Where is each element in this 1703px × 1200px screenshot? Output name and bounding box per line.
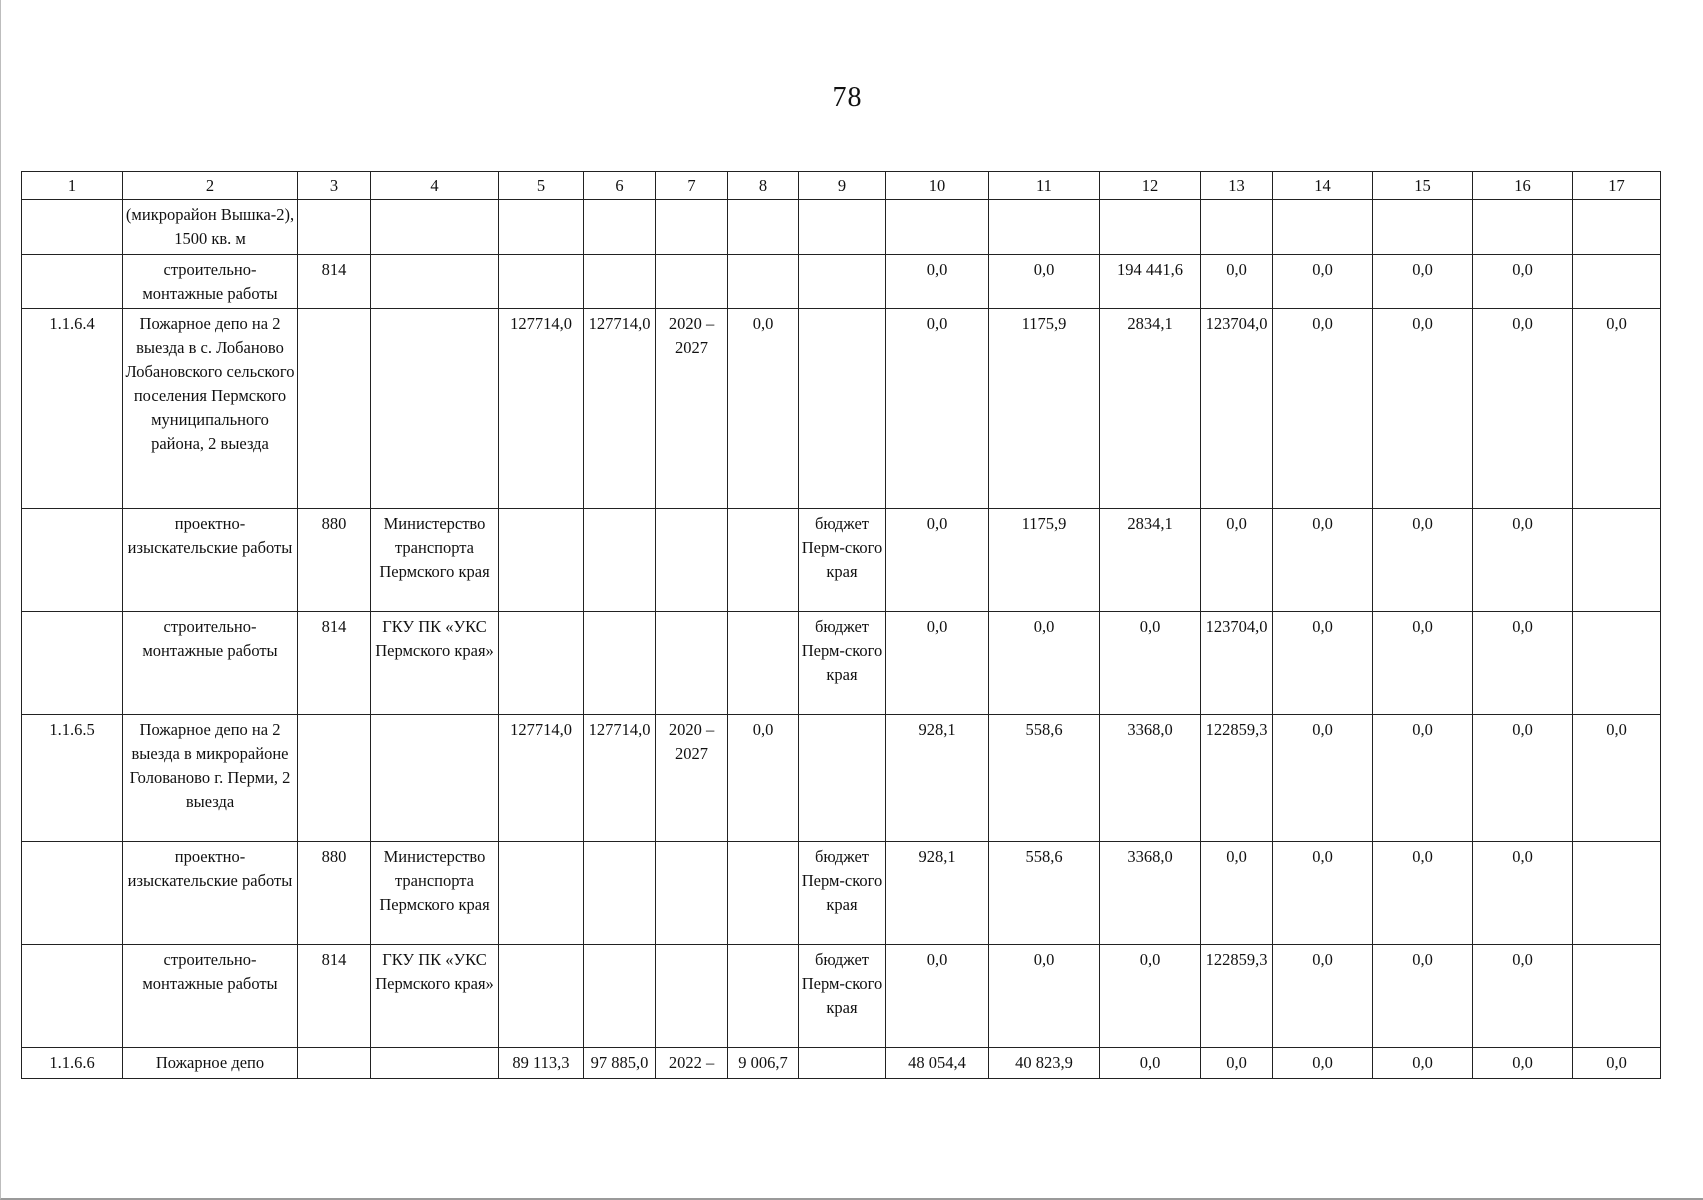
value-cell: 0,0: [1201, 1048, 1273, 1079]
value-cell: 0,0: [1473, 255, 1573, 309]
value-cell: [499, 945, 584, 1048]
value-cell: 3368,0: [1100, 842, 1201, 945]
value-cell: [886, 200, 989, 255]
column-header: 14: [1273, 172, 1373, 200]
value-cell: 0,0: [1373, 842, 1473, 945]
column-header: 2: [123, 172, 298, 200]
code-cell: 880: [298, 509, 371, 612]
column-header: 13: [1201, 172, 1273, 200]
value-cell: 0,0: [1201, 255, 1273, 309]
value-cell: 0,0: [728, 715, 799, 842]
value-cell: 123704,0: [1201, 612, 1273, 715]
value-cell: 928,1: [886, 842, 989, 945]
value-cell: 928,1: [886, 715, 989, 842]
executor-cell: ГКУ ПК «УКС Пермского края»: [371, 945, 499, 1048]
column-header: 10: [886, 172, 989, 200]
value-cell: 558,6: [989, 842, 1100, 945]
value-cell: 40 823,9: [989, 1048, 1100, 1079]
page-number: 78: [832, 82, 863, 113]
value-cell: 9 006,7: [728, 1048, 799, 1079]
value-cell: [728, 945, 799, 1048]
value-cell: 0,0: [1100, 612, 1201, 715]
value-cell: [584, 200, 656, 255]
value-cell: 0,0: [886, 945, 989, 1048]
column-header: 5: [499, 172, 584, 200]
value-cell: 2834,1: [1100, 509, 1201, 612]
value-cell: [1201, 200, 1273, 255]
value-cell: 0,0: [1373, 255, 1473, 309]
value-cell: 0,0: [886, 612, 989, 715]
value-cell: [1100, 200, 1201, 255]
value-cell: [1573, 255, 1661, 309]
value-cell: [728, 200, 799, 255]
value-cell: 0,0: [1573, 1048, 1661, 1079]
value-cell: 0,0: [1273, 309, 1373, 509]
value-cell: [499, 842, 584, 945]
value-cell: [584, 842, 656, 945]
column-header: 1: [22, 172, 123, 200]
item-number-cell: [22, 509, 123, 612]
executor-cell: Министерство транспорта Пермского края: [371, 509, 499, 612]
executor-cell: [371, 200, 499, 255]
table-row: [22, 255, 1661, 309]
value-cell: 48 054,4: [886, 1048, 989, 1079]
value-cell: [728, 509, 799, 612]
value-cell: [728, 612, 799, 715]
value-cell: 0,0: [1273, 255, 1373, 309]
value-cell: 0,0: [1373, 612, 1473, 715]
column-header: 15: [1373, 172, 1473, 200]
value-cell: 0,0: [1473, 612, 1573, 715]
funding-source-cell: [799, 1048, 886, 1079]
value-cell: [1573, 842, 1661, 945]
column-header: 12: [1100, 172, 1201, 200]
value-cell: [499, 255, 584, 309]
value-cell: 127714,0: [499, 715, 584, 842]
funding-source-cell: [799, 200, 886, 255]
table-row: [22, 200, 1661, 255]
period-cell: [656, 612, 728, 715]
value-cell: 0,0: [1473, 309, 1573, 509]
period-cell: [656, 200, 728, 255]
value-cell: [584, 612, 656, 715]
table-row: [22, 945, 1661, 1048]
period-cell: [656, 509, 728, 612]
value-cell: 0,0: [1373, 945, 1473, 1048]
value-cell: 194 441,6: [1100, 255, 1201, 309]
item-name-cell: Пожарное депо на 2 выезда в с. Лобаново Лобановского сельского поселения Пермского муниципального района, 2 выезда: [123, 309, 298, 509]
value-cell: 127714,0: [584, 715, 656, 842]
funding-source-cell: [799, 715, 886, 842]
item-name-cell: проектно-изыскательские работы: [123, 842, 298, 945]
column-number-row: [22, 172, 1661, 200]
item-number-cell: [22, 200, 123, 255]
value-cell: 122859,3: [1201, 715, 1273, 842]
item-name-cell: Пожарное депо на 2 выезда в микрорайоне Голованово г. Перми, 2 выезда: [123, 715, 298, 842]
value-cell: 0,0: [1273, 1048, 1373, 1079]
value-cell: 0,0: [886, 255, 989, 309]
item-number-cell: 1.1.6.6: [22, 1048, 123, 1079]
value-cell: 0,0: [1473, 1048, 1573, 1079]
value-cell: 0,0: [989, 945, 1100, 1048]
value-cell: 0,0: [1373, 715, 1473, 842]
value-cell: [499, 612, 584, 715]
item-name-cell: строительно-монтажные работы: [123, 945, 298, 1048]
value-cell: [728, 255, 799, 309]
item-number-cell: [22, 945, 123, 1048]
table-row: [22, 842, 1661, 945]
item-number-cell: 1.1.6.4: [22, 309, 123, 509]
funding-source-cell: бюджет Перм-ского края: [799, 945, 886, 1048]
value-cell: [584, 509, 656, 612]
value-cell: [1573, 200, 1661, 255]
executor-cell: [371, 1048, 499, 1079]
executor-cell: [371, 255, 499, 309]
code-cell: 814: [298, 612, 371, 715]
period-cell: 2022 –: [656, 1048, 728, 1079]
value-cell: 0,0: [1573, 309, 1661, 509]
item-number-cell: 1.1.6.5: [22, 715, 123, 842]
item-number-cell: [22, 255, 123, 309]
value-cell: [1273, 200, 1373, 255]
period-cell: 2020 – 2027: [656, 309, 728, 509]
value-cell: [584, 945, 656, 1048]
item-name-cell: строительно-монтажные работы: [123, 612, 298, 715]
value-cell: 89 113,3: [499, 1048, 584, 1079]
item-name-cell: проектно-изыскательские работы: [123, 509, 298, 612]
value-cell: [1573, 509, 1661, 612]
value-cell: 122859,3: [1201, 945, 1273, 1048]
code-cell: 814: [298, 945, 371, 1048]
item-number-cell: [22, 842, 123, 945]
value-cell: 97 885,0: [584, 1048, 656, 1079]
value-cell: 0,0: [886, 309, 989, 509]
value-cell: 0,0: [1273, 842, 1373, 945]
table-row: [22, 309, 1661, 509]
budget-table: [21, 171, 1661, 1079]
value-cell: [584, 255, 656, 309]
value-cell: 0,0: [989, 612, 1100, 715]
value-cell: [1573, 612, 1661, 715]
value-cell: 0,0: [1273, 945, 1373, 1048]
value-cell: 0,0: [886, 509, 989, 612]
column-header: 6: [584, 172, 656, 200]
funding-source-cell: бюджет Перм-ского края: [799, 509, 886, 612]
value-cell: [499, 200, 584, 255]
executor-cell: ГКУ ПК «УКС Пермского края»: [371, 612, 499, 715]
value-cell: 0,0: [1201, 509, 1273, 612]
executor-cell: [371, 715, 499, 842]
column-header: 3: [298, 172, 371, 200]
funding-source-cell: бюджет Перм-ского края: [799, 842, 886, 945]
value-cell: 0,0: [1201, 842, 1273, 945]
value-cell: 0,0: [989, 255, 1100, 309]
value-cell: [728, 842, 799, 945]
value-cell: 0,0: [1273, 509, 1373, 612]
executor-cell: Министерство транспорта Пермского края: [371, 842, 499, 945]
value-cell: 1175,9: [989, 509, 1100, 612]
period-cell: [656, 842, 728, 945]
code-cell: [298, 200, 371, 255]
code-cell: [298, 309, 371, 509]
table-row: [22, 612, 1661, 715]
funding-source-cell: [799, 255, 886, 309]
value-cell: 0,0: [1273, 715, 1373, 842]
column-header: 16: [1473, 172, 1573, 200]
value-cell: 0,0: [1473, 842, 1573, 945]
value-cell: 0,0: [1373, 509, 1473, 612]
code-cell: [298, 1048, 371, 1079]
table-row: [22, 715, 1661, 842]
value-cell: 123704,0: [1201, 309, 1273, 509]
value-cell: 0,0: [1473, 715, 1573, 842]
code-cell: 880: [298, 842, 371, 945]
column-header: 7: [656, 172, 728, 200]
value-cell: 0,0: [1573, 715, 1661, 842]
period-cell: 2020 – 2027: [656, 715, 728, 842]
value-cell: [1573, 945, 1661, 1048]
value-cell: 558,6: [989, 715, 1100, 842]
value-cell: 3368,0: [1100, 715, 1201, 842]
column-header: 17: [1573, 172, 1661, 200]
period-cell: [656, 255, 728, 309]
column-header: 4: [371, 172, 499, 200]
item-name-cell: строительно-монтажные работы: [123, 255, 298, 309]
value-cell: [499, 509, 584, 612]
value-cell: 127714,0: [499, 309, 584, 509]
funding-source-cell: бюджет Перм-ского края: [799, 612, 886, 715]
value-cell: 0,0: [1373, 309, 1473, 509]
value-cell: 0,0: [728, 309, 799, 509]
value-cell: 0,0: [1473, 945, 1573, 1048]
period-cell: [656, 945, 728, 1048]
value-cell: 0,0: [1100, 1048, 1201, 1079]
value-cell: 2834,1: [1100, 309, 1201, 509]
value-cell: 0,0: [1473, 509, 1573, 612]
value-cell: 0,0: [1373, 1048, 1473, 1079]
value-cell: 0,0: [1273, 612, 1373, 715]
code-cell: [298, 715, 371, 842]
item-name-cell: Пожарное депо: [123, 1048, 298, 1079]
value-cell: 127714,0: [584, 309, 656, 509]
item-name-cell: (микрорайон Вышка-2), 1500 кв. м: [123, 200, 298, 255]
column-header: 11: [989, 172, 1100, 200]
table-row: [22, 509, 1661, 612]
column-header: 8: [728, 172, 799, 200]
value-cell: [1373, 200, 1473, 255]
value-cell: 1175,9: [989, 309, 1100, 509]
executor-cell: [371, 309, 499, 509]
value-cell: [1473, 200, 1573, 255]
value-cell: [989, 200, 1100, 255]
table-row: [22, 1048, 1661, 1079]
funding-source-cell: [799, 309, 886, 509]
column-header: 9: [799, 172, 886, 200]
code-cell: 814: [298, 255, 371, 309]
value-cell: 0,0: [1100, 945, 1201, 1048]
item-number-cell: [22, 612, 123, 715]
